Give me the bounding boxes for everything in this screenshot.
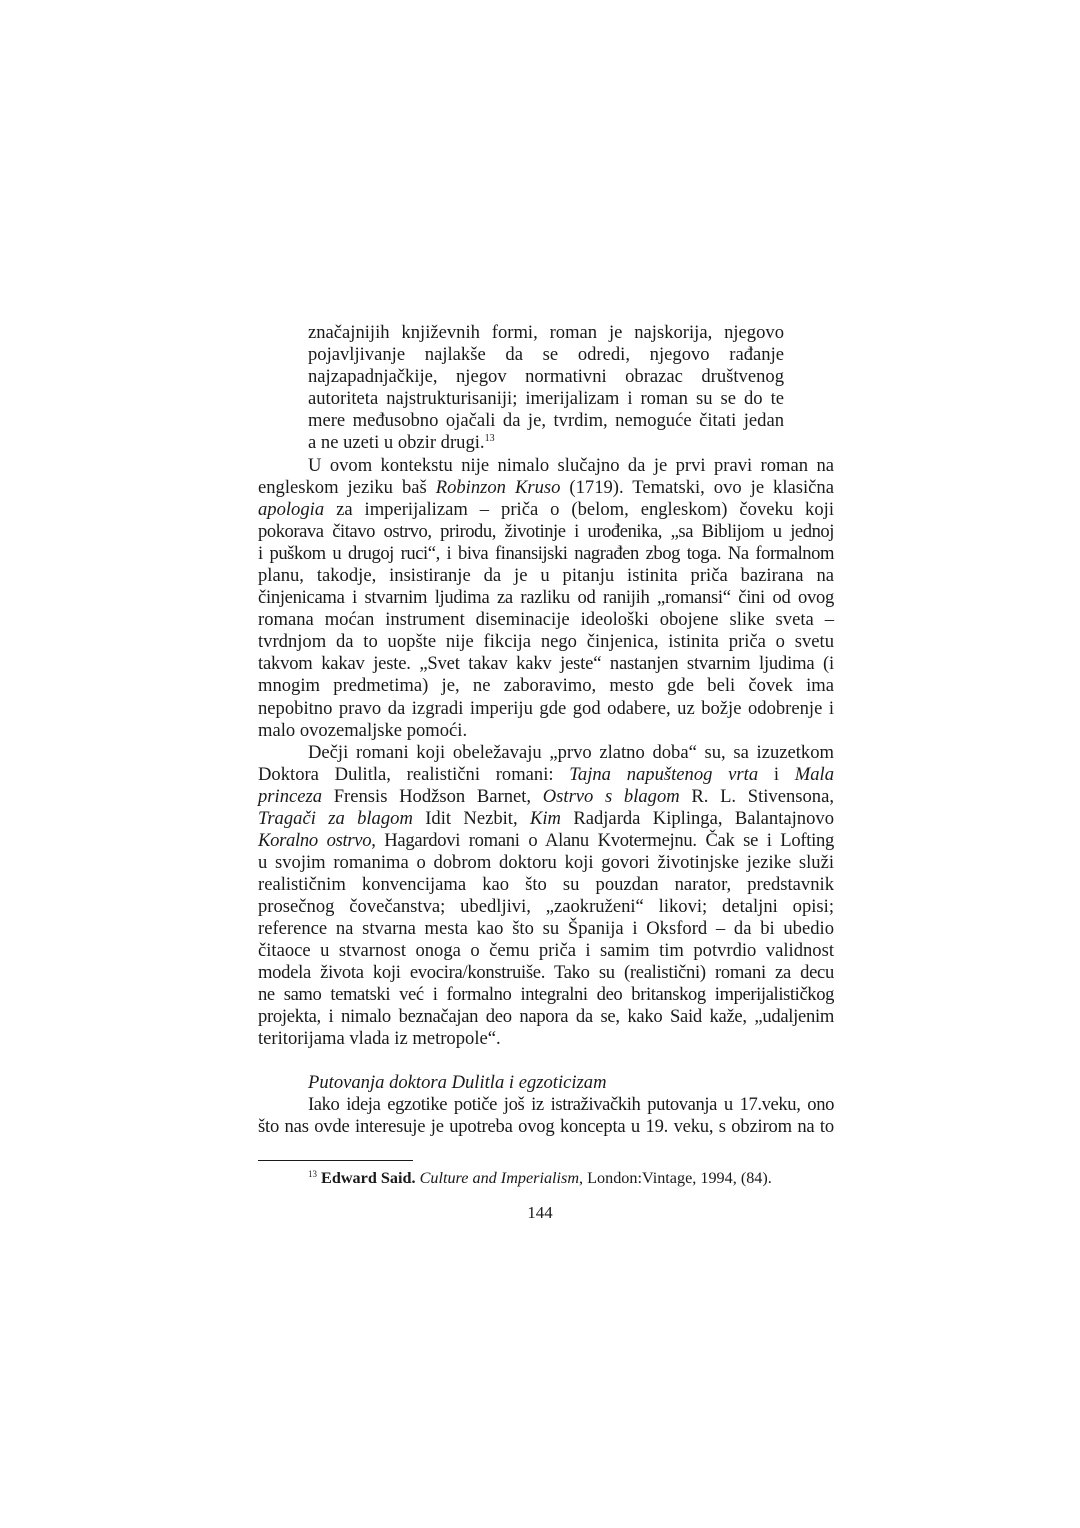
body-text-run: Idit Nezbit,	[412, 807, 530, 829]
body-line: prosečnog čovečanstva; ubedljivi, „zaokruženi“ likovi; detaljni opisi;	[258, 895, 834, 917]
body-line	[258, 499, 834, 521]
quote-line-text: a ne uzeti u obzir drugi.	[308, 432, 485, 454]
paragraph-last-line: teritorijama vlada iz metropole“.	[258, 1028, 501, 1050]
section-heading: Putovanja doktora Dulitla i egzoticizam	[308, 1072, 607, 1094]
body-text-run: (1719). Tematski, ovo je klasična	[560, 477, 834, 499]
footnote-separator	[258, 1160, 413, 1161]
body-line: planu, takodje, insistiranje da je u pitanju istinita priča bazirana na	[258, 565, 834, 587]
block-quote	[308, 322, 784, 454]
body-line: čitaoce u stvarnost onoga o čemu priča i samim tim potvrdio validnost	[258, 940, 834, 962]
body-text-run: R. L. Stivensona,	[679, 785, 834, 807]
body-line: činjenicama i stvarnim ljudima za razliku od ranijih „romansi“ čini od ovog	[258, 587, 834, 609]
body-line: realističnim konvencijama kao što su pouzdan narator, predstavnik	[258, 873, 834, 895]
book-title: princeza	[258, 785, 323, 807]
footnote	[308, 1167, 772, 1189]
body-text	[258, 455, 834, 1138]
body-line: romana moćan instrument diseminacije ideološki obojene slike sveta –	[258, 609, 834, 631]
paragraph-last-line: malo ovozemaljske pomoći.	[258, 719, 468, 741]
body-line	[258, 764, 834, 786]
emphasized-term: apologia	[258, 499, 325, 521]
book-title: Tajna napuštenog vrta	[569, 763, 759, 785]
body-line: takvom kakav jeste. „Svet takav kakv jeste“ nastanjen stvarnim ljudima (i	[258, 653, 834, 675]
body-text-run: Doktora Dulitla, realistični romani:	[258, 763, 570, 785]
paragraph-first-line: U ovom kontekstu nije nimalo slučajno da je prvi pravi roman na	[308, 455, 834, 476]
body-line: projekta, i nimalo beznačajan deo napora da se, kako Said kaže, „udaljenim	[258, 1006, 834, 1028]
body-line: nepobitno pravo da izgradi imperiju gde god odabere, uz božje odobrenje i	[258, 697, 834, 719]
body-text-run: engleskom jeziku baš	[258, 477, 436, 499]
book-title: Robinzon Kruso	[435, 477, 561, 499]
body-line: modela života koji evocira/konstruiše. Tako su (realistični) romani za decu	[258, 962, 834, 984]
book-title: Ostrvo s blagom	[542, 785, 680, 807]
book-title: Mala	[794, 763, 834, 785]
body-line: tvrdnjom da to uopšte nije fikcija nego činjenica, istinita priča o svetu	[258, 631, 834, 653]
body-line: i puškom u drugoj ruci“, i biva finansijski nagrađen zbog toga. Na formalnom	[258, 543, 834, 565]
body-line: u svojim romanima o dobrom doktoru koji govori životinjske jezike služi	[258, 851, 834, 873]
body-text-run: i	[758, 763, 795, 785]
quote-line: autoriteta najstrukturisaniji; imerijalizam i roman su se do te	[308, 388, 784, 410]
body-text-run: , Hagardovi romani o Alanu Kvotermejnu. Čak se i Lofting	[371, 829, 834, 851]
body-line: reference na stvarna mesta kao što su Španija i Oksford – da bi ubedio	[258, 917, 834, 939]
book-title: Koralno ostrvo	[258, 829, 372, 851]
blank-line	[258, 1050, 834, 1072]
footnote-number: 13	[308, 1169, 317, 1179]
body-line: ne samo tematski već i formalno integralni deo britanskog imperijalističkog	[258, 984, 834, 1006]
body-text-run: Radjarda Kiplinga, Balantajnovo	[560, 807, 834, 829]
body-line	[258, 808, 834, 830]
footnote-details: , London:Vintage, 1994, (84).	[579, 1169, 772, 1187]
body-line: pokorava čitavo ostrvo, prirodu, životinje i urođenika, „sa Biblijom u jednoj	[258, 521, 834, 543]
footnote-title: Culture and Imperialism	[419, 1169, 580, 1187]
quote-line: najzapadnjačkije, njegov normativni obrazac društvenog	[308, 366, 784, 388]
paragraph-first-line: Dečji romani koji obeležavaju „prvo zlatno doba“ su, sa izuzetkom	[308, 741, 834, 763]
page-number: 144	[527, 1203, 553, 1222]
book-title: Tragači za blagom	[258, 807, 413, 829]
body-line: mnogim predmetima) je, ne zaboravimo, mesto gde beli čovek ima	[258, 675, 834, 697]
quote-line: pojavljivanje najlakše da se odredi, njegovo rađanje	[308, 344, 784, 366]
paragraph-first-line: Iako ideja egzotike potiče još iz istraživačkih putovanja u 17.veku, ono	[308, 1094, 834, 1116]
footnote-author: Edward Said.	[321, 1169, 416, 1187]
book-title: Kim	[529, 807, 561, 829]
body-text-run: za imperijalizam – priča o (belom, engleskom) čoveku koji	[324, 499, 834, 521]
body-line	[258, 786, 834, 808]
body-line	[258, 477, 834, 499]
quote-line: značajnijih književnih formi, roman je najskorija, njegovo	[308, 322, 784, 343]
quote-last-line	[308, 432, 784, 454]
body-line	[258, 830, 834, 852]
footnote-reference: 13	[484, 433, 495, 445]
body-line: što nas ovde interesuje je upotreba ovog koncepta u 19. veku, s obzirom na to	[258, 1116, 834, 1138]
quote-line: mere međusobno ojačali da je, tvrdim, nemoguće čitati jedan	[308, 410, 784, 432]
body-text-run: Frensis Hodžson Barnet,	[322, 785, 543, 807]
